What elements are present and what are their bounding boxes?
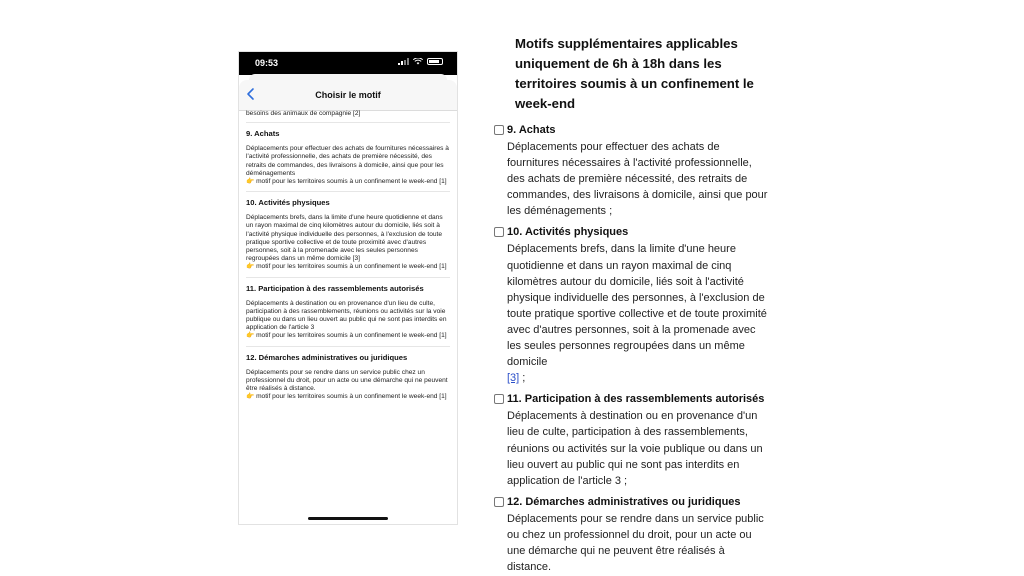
pointing-hand-icon: 👉 bbox=[246, 263, 255, 271]
status-time: 09:53 bbox=[255, 58, 279, 68]
status-icons bbox=[398, 58, 443, 65]
motif-note-text: motif pour les territoires soumis à un confinement le week-end [1] bbox=[256, 393, 447, 401]
motif-title: 10. Activités physiques bbox=[246, 198, 330, 208]
doc-item-demarches bbox=[494, 495, 774, 575]
doc-item-title: 12. Démarches administratives ou juridiques bbox=[507, 495, 741, 508]
footnote-link[interactable]: [3] bbox=[507, 372, 520, 385]
doc-item-title: 9. Achats bbox=[507, 124, 556, 136]
motif-option-demarches[interactable] bbox=[246, 347, 450, 407]
status-bar bbox=[239, 52, 457, 75]
motif-description: Déplacements à destination ou en provenance d'un lieu de culte, participation à des rassemblements, réunions ou activités sur la voie publique ou dans un lieu ouvert au public qui ne sont pas interdits en application de l'article 3 bbox=[246, 299, 447, 332]
motifs-document bbox=[494, 34, 774, 575]
motif-note-text: motif pour les territoires soumis à un confinement le week-end [1] bbox=[256, 263, 447, 271]
motif-list bbox=[246, 110, 450, 515]
section-heading: Motifs supplémentaires applicables uniquement de 6h à 18h dans les territoires soumis à un confinement le week-end bbox=[515, 36, 754, 111]
battery-icon bbox=[427, 58, 443, 65]
doc-item-description bbox=[507, 241, 769, 386]
doc-item-description-text: Déplacements brefs, dans la limite d'une heure quotidienne et dans un rayon maximal de cinq kilomètres autour du domicile, liés soit à l'activité physique individuelle des personnes, à l'exclusion de toute pratique sportive collective et de toute proximité avec d'autres personnes, soit à la promenade avec les seules personnes regroupées dans un même domicile bbox=[507, 243, 767, 369]
motif-note-text: motif pour les territoires soumis à un confinement le week-end [1] bbox=[256, 332, 447, 340]
doc-item-title: 10. Activités physiques bbox=[507, 226, 629, 239]
doc-item-achats bbox=[494, 123, 774, 219]
doc-item-description: Déplacements à destination ou en provenance d'un lieu de culte, participation à des rassemblements, réunions ou activités sur la voie publique ou dans un lieu ouvert au public qui ne sont pas interdits en application de l'article 3 ; bbox=[507, 410, 763, 487]
checkbox[interactable] bbox=[494, 227, 504, 237]
motif-note bbox=[246, 263, 450, 271]
motif-option-activites-physiques[interactable] bbox=[246, 192, 450, 277]
doc-item-title: 11. Participation à des rassemblements autorisés bbox=[507, 393, 765, 406]
motif-title: 9. Achats bbox=[246, 129, 280, 139]
motif-note-text: motif pour les territoires soumis à un confinement le week-end [1] bbox=[256, 178, 447, 186]
motif-title: 11. Participation à des rassemblements autorisés bbox=[246, 283, 424, 293]
previous-item-fragment: besoins des animaux de compagnie [2] bbox=[246, 110, 450, 123]
pointing-hand-icon: 👉 bbox=[246, 393, 255, 401]
wifi-icon bbox=[413, 58, 423, 65]
checkbox[interactable] bbox=[494, 125, 504, 135]
motif-description: Déplacements pour se rendre dans un service public chez un professionnel du droit, pour un acte ou une démarche qui ne peuvent être réalisés à distance. bbox=[246, 368, 448, 393]
pointing-hand-icon: 👉 bbox=[246, 332, 255, 340]
motif-description: Déplacements brefs, dans la limite d'une heure quotidienne et dans un rayon maximal de cinq kilomètres autour du domicile, liés soit à l'activité physique individuelle des personnes, à l'exclusion de toute pratique sportive collective et de toute proximité avec d'autres personnes, soit à la promenade avec les seules personnes regroupées dans un même domicile [3] bbox=[246, 214, 443, 263]
nav-bar bbox=[239, 80, 457, 111]
nav-title: Choisir le motif bbox=[315, 90, 381, 100]
motif-description: Déplacements pour effectuer des achats de fournitures nécessaires à l'activité professionnelle, des achats de première nécessité, des retraits de commandes, des livraisons à domicile, ainsi que pour les déménagements bbox=[246, 145, 449, 177]
motif-title: 12. Démarches administratives ou juridiques bbox=[246, 352, 408, 362]
checkbox[interactable] bbox=[494, 394, 504, 404]
motif-option-achats[interactable] bbox=[246, 123, 450, 192]
motif-note bbox=[246, 178, 450, 186]
description-suffix: ; bbox=[519, 372, 526, 385]
phone-screenshot bbox=[239, 52, 457, 524]
pointing-hand-icon: 👉 bbox=[246, 178, 255, 186]
motif-option-rassemblements[interactable] bbox=[246, 278, 450, 347]
checkbox[interactable] bbox=[494, 497, 504, 507]
doc-item-rassemblements bbox=[494, 392, 774, 488]
doc-item-description: Déplacements pour se rendre dans un service public ou chez un professionnel du droit, pour un acte ou une démarche qui ne peuvent être réalisés à distance. bbox=[507, 512, 764, 574]
motif-note bbox=[246, 332, 450, 340]
motif-note bbox=[246, 393, 450, 401]
signal-icon bbox=[398, 58, 409, 65]
doc-item-activites-physiques bbox=[494, 225, 774, 386]
home-indicator bbox=[308, 517, 388, 520]
doc-item-description: Déplacements pour effectuer des achats de fournitures nécessaires à l'activité professionnelle, des achats de première nécessité, des retraits de commandes, des livraisons à domicile, ainsi que pour les déménagements ; bbox=[507, 141, 768, 218]
